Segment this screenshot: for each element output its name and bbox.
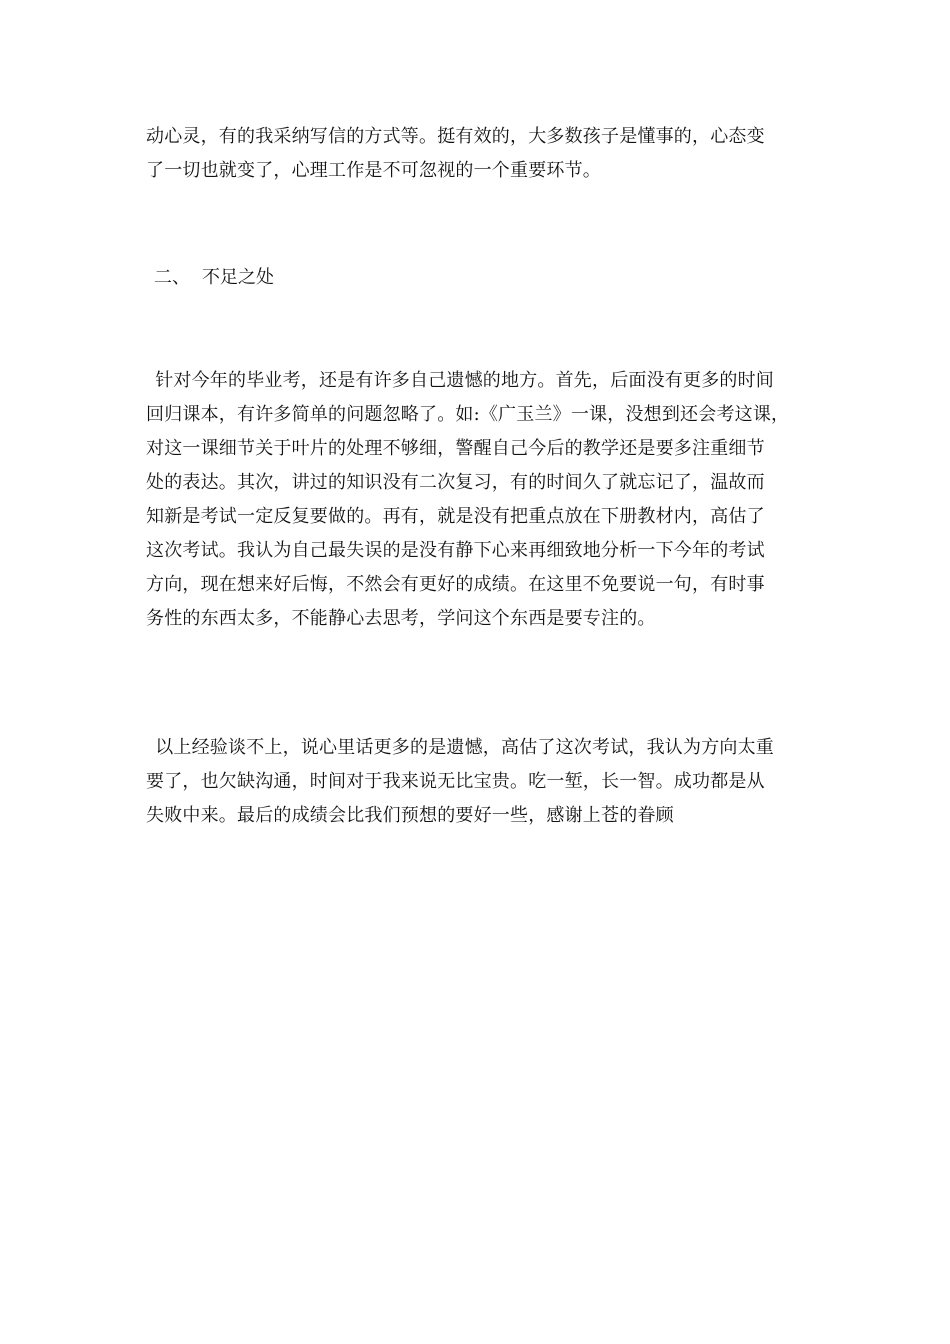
section-number: 二、 xyxy=(154,267,190,288)
paragraph-line: 知新是考试一定反复要做的。再有，就是没有把重点放在下册教材内，高估了 xyxy=(146,506,765,527)
paragraph-line: 回归课本，有许多简单的问题忽略了。如:《广玉兰》一课，没想到还会考这课， xyxy=(146,404,790,425)
paragraph-line: 方向，现在想来好后悔，不然会有更好的成绩。在这里不免要说一句，有时事 xyxy=(146,574,765,595)
section-heading-shortcomings xyxy=(154,261,274,295)
paragraph-line: 要了，也欠缺沟通，时间对于我来说无比宝贵。吃一堑，长一智。成功都是从 xyxy=(146,771,765,792)
paragraph-line: 失败中来。最后的成绩会比我们预想的要好一些，感谢上苍的眷顾 xyxy=(146,805,674,826)
paragraph-shortcomings xyxy=(146,364,816,636)
paragraph-line: 务性的东西太多，不能静心去思考，学问这个东西是要专注的。 xyxy=(146,608,656,629)
paragraph-line: 这次考试。我认为自己最失误的是没有静下心来再细致地分析一下今年的考试 xyxy=(146,540,765,561)
paragraph-conclusion xyxy=(146,731,816,833)
paragraph-line: 处的表达。其次，讲过的知识没有二次复习，有的时间久了就忘记了，温故而 xyxy=(146,472,765,493)
section-title: 不足之处 xyxy=(202,267,274,288)
paragraph-line: 对这一课细节关于叶片的处理不够细，警醒自己今后的教学还是要多注重细节 xyxy=(146,438,765,459)
paragraph-line: 了一切也就变了，心理工作是不可忽视的一个重要环节。 xyxy=(146,160,601,181)
paragraph-line: 针对今年的毕业考，还是有许多自己遗憾的地方。首先，后面没有更多的时间 xyxy=(155,370,774,391)
paragraph-line: 动心灵，有的我采纳写信的方式等。挺有效的，大多数孩子是懂事的，心态变 xyxy=(146,126,765,147)
paragraph-intro-continuation xyxy=(146,120,816,188)
paragraph-line: 以上经验谈不上，说心里话更多的是遗憾，高估了这次考试，我认为方向太重 xyxy=(155,737,774,758)
